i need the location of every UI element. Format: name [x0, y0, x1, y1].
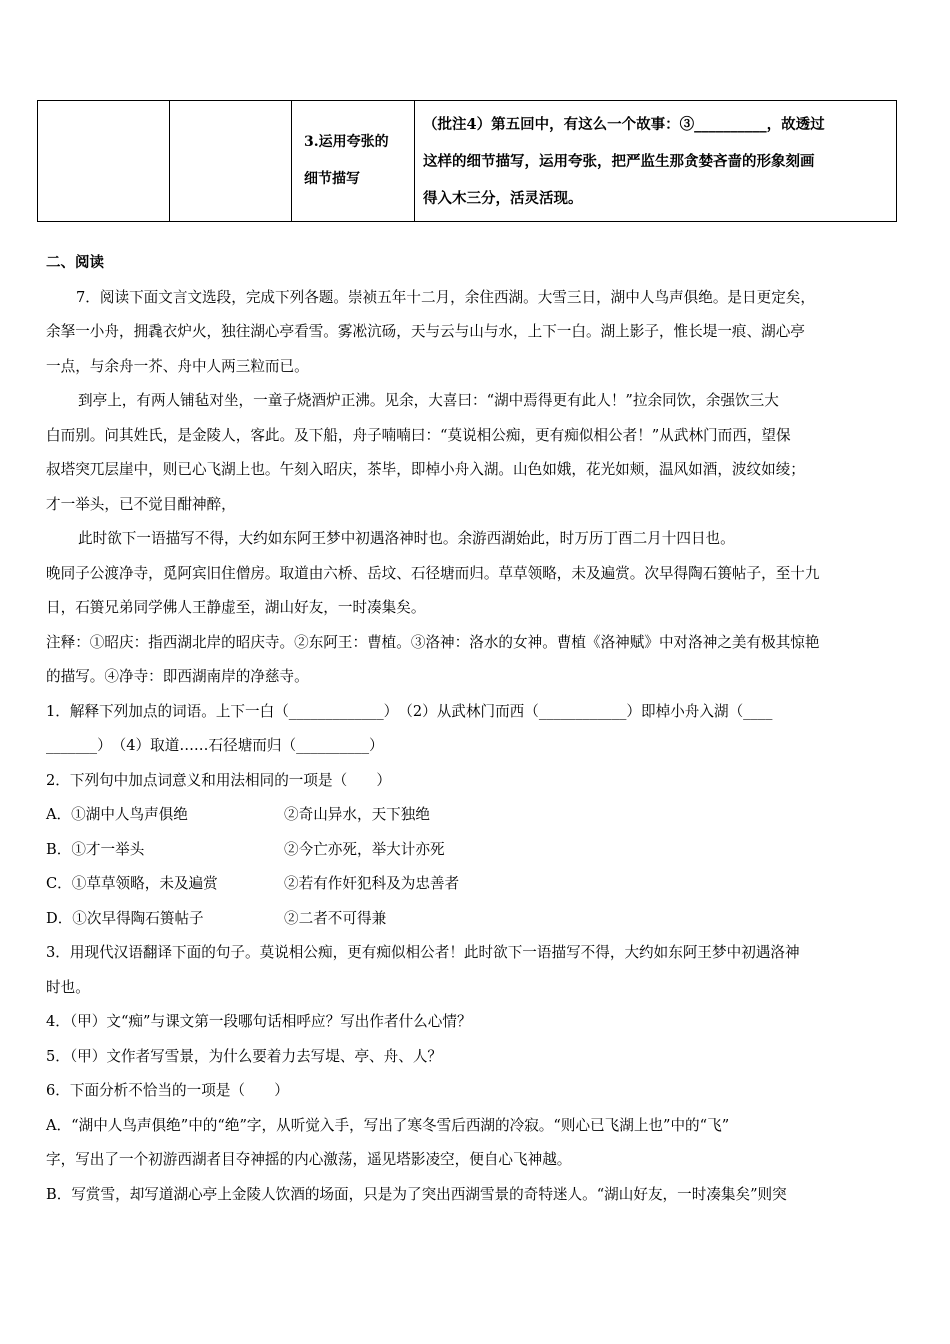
question-2-line: 2．下列句中加点词意义和用法相同的一项是（ ）	[46, 771, 391, 789]
text-line: 此时欲下一语描写不得，大约如东阿王梦中初遇洛神时也。余游西湖始此，时万历丁酉二月十四日也。	[78, 530, 735, 547]
technique-line-1: 3.运用夸张的	[304, 134, 389, 150]
note-line-3: 得入木三分，活灵活现。	[423, 189, 583, 207]
question-6-line: 6．下面分析不恰当的一项是（ ）	[46, 1082, 289, 1099]
question-6-option-line: 字，写出了一个初游西湖者目夺神摇的内心激荡，遥见塔影凌空，便自心飞神越。	[46, 1151, 572, 1168]
question-6-option-line: A．“湖中人鸟声俱绝”中的“绝”字，从听觉入手，写出了寒冬雪后西湖的冷寂。“则心已飞湖上也”中的“飞”	[46, 1116, 730, 1134]
option-row	[46, 867, 906, 902]
option-c-right: ②若有作奸犯科及为忠善者	[284, 875, 460, 892]
option-d-left: D．①次早得陶石篑帖子	[46, 909, 204, 927]
option-row	[46, 798, 906, 833]
table-cell-empty-1	[38, 101, 170, 222]
note-line-2: 这样的细节描写，运用夸张，把严监生那贪婪吝啬的形象刻画	[423, 152, 815, 170]
question-6-option-line: B．写赏雪，却写道湖心亭上金陵人饮酒的场面，只是为了突出西湖雪景的奇特迷人。“湖山好友，一时凑集矣”则突	[46, 1185, 787, 1203]
reading-section	[46, 246, 906, 1212]
question-1-line: _______） （4）取道……石径塘而归（__________）	[46, 737, 384, 754]
table-row	[38, 101, 897, 222]
table-cell-note	[415, 101, 897, 222]
option-b-left: B．①才一举头	[46, 840, 145, 858]
question-1-line: 1．解释下列加点的词语。上下一白（_____________） （2）从武林门而西（____________）即棹小舟入湖（____	[46, 702, 773, 720]
text-line: 白而别。问其姓氏，是金陵人，客此。及下船，舟子喃喃曰：“莫说相公痴，更有痴似相公者！”从武林门而西，望保	[46, 426, 791, 444]
text-line: 晚同子公渡净寺，觅阿宾旧住僧房。取道由六桥、岳坟、石径塘而归。草草领略，未及遍赏。次早得陶石篑帖子，至十九	[46, 564, 820, 582]
option-d-right: ②二者不可得兼	[284, 909, 387, 927]
text-line: 到亭上，有两人铺毡对坐，一童子烧酒炉正沸。见余，大喜曰：“湖中焉得更有此人！”拉余同饮，余强饮三大	[78, 392, 779, 409]
option-b-right: ②今亡亦死，举大计亦死	[284, 840, 445, 858]
text-line: 余拏一小舟，拥毳衣炉火，独往湖心亭看雪。雾凇沆砀，天与云与山与水，上下一白。湖上影子，惟长堤一痕、湖心亭	[46, 323, 805, 340]
option-c-left: C．①草草领略，未及遍赏	[46, 875, 218, 892]
text-line: 日，石篑兄弟同学佛人王静虚至，湖山好友，一时凑集矣。	[46, 599, 426, 616]
section-title: 二、阅读	[46, 254, 104, 271]
text-line: 才一举头，已不觉目酣神醉，	[46, 495, 236, 513]
option-a-left: A．①湖中人鸟声俱绝	[46, 806, 188, 823]
text-line: 7．阅读下面文言文选段，完成下列各题。崇祯五年十二月，余住西湖。大雪三日，湖中人鸟声俱绝。是日更定矣，	[76, 288, 815, 306]
footnote-line: 的描写。④净寺：即西湖南岸的净慈寺。	[46, 668, 309, 685]
annotation-table	[37, 100, 897, 222]
question-3-line: 3．用现代汉语翻译下面的句子。莫说相公痴，更有痴似相公者！此时欲下一语描写不得，大约如东阿王梦中初遇洛神	[46, 944, 800, 961]
question-3-line: 时也。	[46, 978, 90, 996]
question-4-line: 4．（甲）文“痴”与课文第一段哪句话相呼应？写出作者什么心情？	[46, 1013, 472, 1030]
text-line: 一点，与余舟一芥、舟中人两三粒而已。	[46, 357, 309, 375]
footnote-line: 注释：①昭庆：指西湖北岸的昭庆寺。②东阿王：曹植。③洛神：洛水的女神。曹植《洛神赋》中对洛神之美有极其惊艳	[46, 633, 820, 651]
option-row	[46, 902, 906, 937]
technique-line-2: 细节描写	[304, 171, 360, 187]
note-line-1: （批注4）第五回中，有这么一个故事：③__________，故透过	[423, 115, 825, 133]
question-5-line: 5．（甲）文作者写雪景，为什么要着力去写堤、亭、舟、人？	[46, 1047, 443, 1065]
table-cell-technique	[292, 101, 415, 222]
text-line: 叔塔突兀层崖中，则已心飞湖上也。午刻入昭庆，茶毕，即棹小舟入湖。山色如娥，花光如颊，温风如酒，波纹如绫；	[46, 461, 805, 478]
table-cell-empty-2	[170, 101, 292, 222]
option-a-right: ②奇山异水，天下独绝	[284, 806, 430, 823]
option-row	[46, 833, 906, 868]
